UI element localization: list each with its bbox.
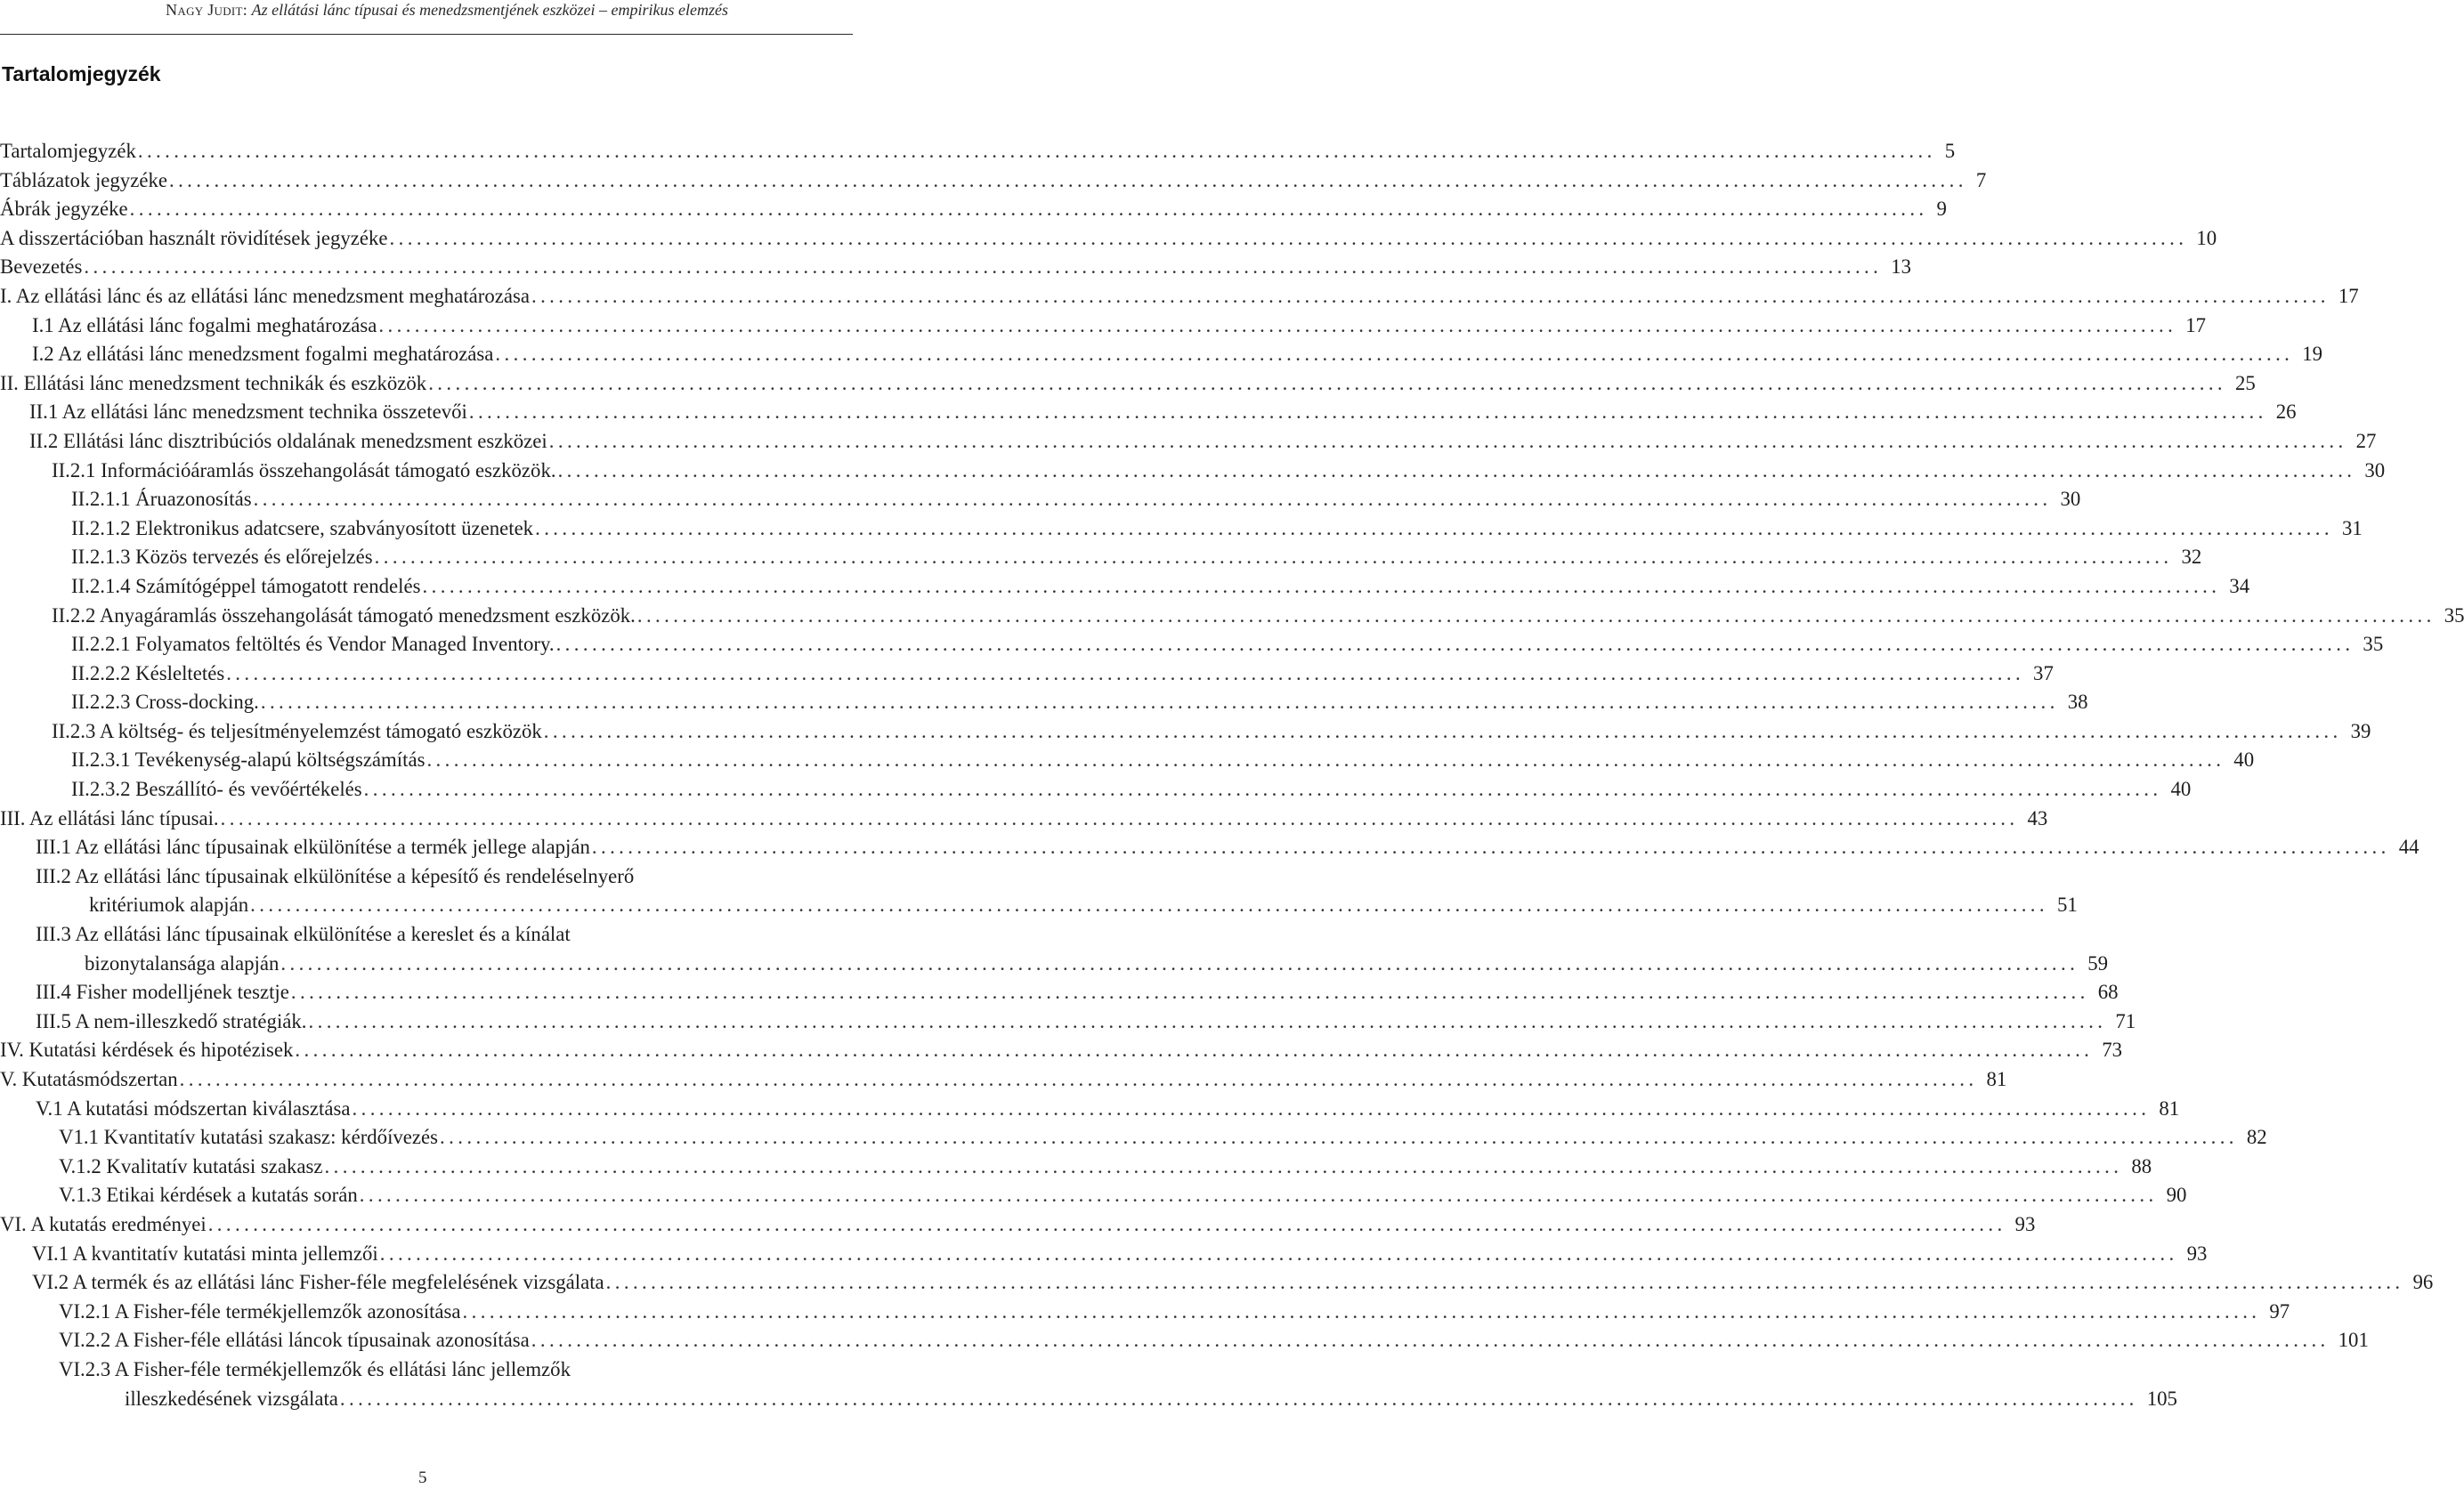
dot-leader: ........................................................................................................................................................................................................: [426, 748, 2225, 772]
dot-leader: ........................................................................................................................................................................................................: [428, 371, 2227, 394]
toc-entry[interactable]: [0, 398, 2297, 427]
dot-leader: ........................................................................................................................................................................................................: [207, 1212, 2006, 1235]
toc-entry[interactable]: [0, 224, 2217, 254]
dot-leader: ........................................................................................................................................................................................................: [543, 719, 2342, 742]
toc-entry-label: VI.2.3 A Fisher-féle termékjellemzők és ellátási lánc jellemzők: [59, 1357, 571, 1380]
toc-entry[interactable]: [0, 137, 1956, 166]
toc-entry-label: II.2.1.1 Áruazonosítás: [71, 488, 252, 511]
toc-entry-page: 82: [2246, 1126, 2267, 1149]
toc-entry-label: II.2.2 Anyagáramlás összehangolását támogató menedzsment eszközök.: [52, 603, 636, 627]
toc-entry-label: A disszertációban használt rövidítések jegyzéke: [0, 226, 388, 249]
toc-entry-page: 31: [2341, 516, 2363, 539]
toc-entry[interactable]: [0, 457, 2386, 486]
toc-entry-label: I. Az ellátási lánc és az ellátási lánc menedzsment meghatározása: [0, 284, 530, 307]
toc-entry[interactable]: [0, 978, 2119, 1007]
dot-leader: ........................................................................................................................................................................................................: [363, 778, 2162, 801]
toc-entry-page: 39: [2350, 719, 2371, 742]
toc-entry-page: 26: [2275, 401, 2297, 424]
toc-entry-label: II.2.1.2 Elektronikus adatcsere, szabványosított üzenetek: [71, 516, 534, 539]
dot-leader: ........................................................................................................................................................................................................: [378, 313, 2177, 336]
toc-heading: Tartalomjegyzék: [2, 62, 161, 85]
toc-entry-label: III.2 Az ellátási lánc típusainak elkülönítése a képesítő és rendeléselnyerő: [36, 864, 635, 887]
dot-leader: ........................................................................................................................................................................................................: [168, 168, 1967, 191]
toc-entry-label: III.1 Az ellátási lánc típusainak elkülönítése a termék jellege alapján: [36, 836, 590, 859]
toc-entry-page: 73: [2102, 1039, 2123, 1062]
dot-leader: ........................................................................................................................................................................................................: [531, 284, 2330, 307]
toc-entry-label: VI.2.1 A Fisher-féle termékjellemzők azonosítása: [59, 1299, 461, 1323]
dot-leader: ........................................................................................................................................................................................................: [352, 1096, 2151, 1120]
toc-entry-label: V.1.2 Kvalitatív kutatási szakasz: [59, 1154, 323, 1177]
toc-entry[interactable]: [0, 1210, 2036, 1240]
toc-entry-page: 5: [1944, 140, 1956, 162]
dot-leader: ........................................................................................................................................................................................................: [548, 429, 2347, 452]
dot-leader: ........................................................................................................................................................................................................: [324, 1154, 2123, 1177]
toc-entry-label: I.1 Az ellátási lánc fogalmi meghatározása: [32, 313, 377, 336]
toc-entry-label: V.1.3 Etikai kérdések a kutatás során: [59, 1184, 358, 1207]
toc-entry-page: 43: [2027, 806, 2048, 829]
dot-leader: ........................................................................................................................................................................................................: [137, 140, 1936, 162]
toc-entry-page: 101: [2338, 1329, 2369, 1352]
toc-entry[interactable]: [0, 1298, 2290, 1327]
toc-entry-label: II.2.1.3 Közös tervezés és előrejelzés: [71, 546, 373, 569]
toc-entry-page: 59: [2087, 951, 2109, 975]
toc-entry-page: 68: [2097, 981, 2119, 1004]
running-header-text: [166, 1, 728, 20]
dot-leader: ........................................................................................................................................................................................................: [462, 1299, 2261, 1323]
toc-entry-label: II.2.2.2 Késleltetés: [71, 661, 225, 684]
toc-entry-page: 93: [2186, 1242, 2208, 1265]
dot-leader: ........................................................................................................................................................................................................: [220, 806, 2019, 829]
toc-entry[interactable]: [0, 717, 2371, 747]
toc-entry-label: Tartalomjegyzék: [0, 140, 136, 162]
toc-entry-page: 90: [2166, 1184, 2187, 1207]
toc-entry[interactable]: [0, 1326, 2369, 1355]
toc-entry-label: III.4 Fisher modelljének tesztje: [36, 981, 289, 1004]
toc-entry-page: 35: [2444, 603, 2464, 627]
toc-entry[interactable]: [0, 659, 2054, 689]
toc-entry-page: 19: [2302, 343, 2323, 366]
dot-leader: ........................................................................................................................................................................................................: [389, 226, 2188, 249]
toc-entry[interactable]: [0, 1268, 2434, 1298]
dot-leader: ........................................................................................................................................................................................................: [379, 1242, 2178, 1265]
toc-entry-page: 38: [2067, 691, 2088, 714]
toc-entry[interactable]: [0, 427, 2377, 457]
toc-entry-label: Táblázatok jegyzéke: [0, 168, 167, 191]
dot-leader: ........................................................................................................................................................................................................: [531, 1329, 2330, 1352]
toc-entry[interactable]: [0, 1181, 2187, 1210]
toc-entry[interactable]: [0, 1123, 2267, 1153]
toc-entry[interactable]: [0, 543, 2202, 572]
toc-entry-label: IV. Kutatási kérdések és hipotézisek: [0, 1039, 294, 1062]
toc-entry-page: 88: [2131, 1154, 2152, 1177]
toc-entry-page: 13: [1891, 255, 1912, 279]
toc-entry[interactable]: [0, 862, 2078, 920]
toc-entry-page: 30: [2060, 488, 2081, 511]
toc-entry-label: III.3 Az ellátási lánc típusainak elkülönítése a kereslet és a kínálat: [36, 923, 571, 946]
dot-leader: ........................................................................................................................................................................................................: [280, 951, 2079, 975]
toc-entry[interactable]: [0, 775, 2192, 805]
toc-entry[interactable]: [0, 688, 2088, 717]
toc-entry-page: 40: [2170, 778, 2192, 801]
dot-leader: ........................................................................................................................................................................................................: [636, 603, 2436, 627]
toc-entry-page: 17: [2185, 313, 2207, 336]
toc-entry-label: II.1 Az ellátási lánc menedzsment technika összetevői: [29, 401, 467, 424]
toc-entry[interactable]: [0, 340, 2323, 369]
dot-leader: ........................................................................................................................................................................................................: [179, 1068, 1978, 1090]
toc-entry-page: 32: [2181, 546, 2202, 569]
toc-entry[interactable]: [0, 805, 2048, 834]
toc-entry[interactable]: [0, 514, 2363, 544]
toc-entry-page: 30: [2364, 458, 2386, 481]
dot-leader: ........................................................................................................................................................................................................: [535, 516, 2333, 539]
table-of-contents: [0, 137, 2464, 1413]
toc-entry[interactable]: [0, 485, 2081, 514]
dot-leader: ........................................................................................................................................................................................................: [260, 691, 2059, 714]
toc-entry-page: 9: [1936, 198, 1947, 221]
toc-entry-page: 25: [2235, 371, 2256, 394]
toc-entry[interactable]: [0, 1095, 2180, 1124]
dot-leader: ........................................................................................................................................................................................................: [226, 661, 2025, 684]
toc-entry[interactable]: [0, 195, 1947, 224]
toc-entry-page: 71: [2115, 1009, 2136, 1032]
toc-entry-page: 44: [2398, 836, 2419, 859]
toc-entry[interactable]: [0, 1153, 2152, 1182]
dot-leader: ........................................................................................................................................................................................................: [440, 1126, 2238, 1149]
toc-entry-label: Bevezetés: [0, 255, 83, 279]
toc-entry-label: V.1 A kutatási módszertan kiválasztása: [36, 1096, 351, 1120]
dot-leader: ........................................................................................................................................................................................................: [422, 574, 2221, 597]
toc-entry[interactable]: [0, 1355, 2177, 1413]
toc-entry-page: 81: [2159, 1096, 2180, 1120]
toc-entry-label-continued: bizonytalansága alapján: [85, 951, 280, 975]
toc-entry-page: 51: [2057, 894, 2078, 917]
toc-entry-page: 40: [2233, 748, 2255, 772]
toc-entry[interactable]: [0, 166, 1987, 196]
dot-leader: ........................................................................................................................................................................................................: [591, 836, 2390, 859]
toc-entry[interactable]: [0, 602, 2464, 631]
dot-leader: ........................................................................................................................................................................................................: [129, 198, 1928, 221]
toc-entry-page: 27: [2355, 429, 2377, 452]
toc-entry-label: V1.1 Kvantitatív kutatási szakasz: kérdőívezés: [59, 1126, 439, 1149]
dot-leader: ........................................................................................................................................................................................................: [468, 401, 2267, 424]
toc-entry-page: 34: [2229, 574, 2250, 597]
toc-entry-label-continued: kritériumok alapján: [89, 894, 249, 917]
toc-entry[interactable]: [0, 920, 2109, 978]
toc-entry[interactable]: [0, 746, 2255, 775]
toc-entry[interactable]: [0, 572, 2250, 602]
dot-leader: ........................................................................................................................................................................................................: [555, 633, 2355, 656]
toc-entry-page: 37: [2033, 661, 2054, 684]
dot-leader: ........................................................................................................................................................................................................: [605, 1271, 2404, 1294]
toc-entry[interactable]: [0, 369, 2256, 399]
toc-entry-page: 10: [2196, 226, 2217, 249]
toc-entry-label: II.2 Ellátási lánc disztribúciós oldalának menedzsment eszközei: [29, 429, 547, 452]
dot-leader: ........................................................................................................................................................................................................: [250, 894, 2048, 917]
toc-entry[interactable]: [0, 630, 2384, 659]
header-title: Az ellátási lánc típusai és menedzsmentjének eszközei – empirikus elemzés: [251, 1, 728, 19]
toc-entry-label: III. Az ellátási lánc típusai.: [0, 806, 219, 829]
toc-entry[interactable]: [0, 1240, 2208, 1269]
toc-entry-label: II. Ellátási lánc menedzsment technikák és eszközök: [0, 371, 427, 394]
toc-entry-label: I.2 Az ellátási lánc menedzsment fogalmi meghatározása: [32, 343, 494, 366]
toc-entry-page: 17: [2338, 284, 2359, 307]
toc-entry[interactable]: [0, 253, 1912, 282]
dot-leader: ........................................................................................................................................................................................................: [308, 1009, 2107, 1032]
toc-entry-page: 81: [1986, 1068, 2007, 1090]
toc-entry-label: VI.2 A termék és az ellátási lánc Fisher-féle megfelelésének vizsgálata: [32, 1271, 604, 1294]
toc-entry-page: 97: [2269, 1299, 2290, 1323]
toc-entry-label: VI.2.2 A Fisher-féle ellátási láncok típusainak azonosítása: [59, 1329, 530, 1352]
toc-entry-label: II.2.3 A költség- és teljesítményelemzést támogató eszközök: [52, 719, 542, 742]
toc-entry-label: II.2.2.1 Folyamatos feltöltés és Vendor Managed Inventory.: [71, 633, 555, 656]
toc-entry[interactable]: [0, 1036, 2123, 1065]
running-header: [0, 0, 853, 35]
toc-entry[interactable]: [0, 312, 2207, 341]
toc-entry-label: VI.1 A kvantitatív kutatási minta jellemzői: [32, 1242, 378, 1265]
dot-leader: ........................................................................................................................................................................................................: [495, 343, 2294, 366]
toc-entry-label: II.2.1.4 Számítógéppel támogatott rendelés: [71, 574, 421, 597]
toc-entry-label: III.5 A nem-illeszkedő stratégiák.: [36, 1009, 307, 1032]
header-author: Nagy Judit:: [166, 1, 248, 19]
toc-entry-label: II.2.3.1 Tevékenység-alapú költségszámítás: [71, 748, 426, 772]
toc-entry-label: II.2.1 Információáramlás összehangolását támogató eszközök.: [52, 458, 556, 481]
toc-entry[interactable]: [0, 282, 2359, 312]
dot-leader: ........................................................................................................................................................................................................: [359, 1184, 2158, 1207]
toc-entry[interactable]: [0, 1065, 2007, 1095]
toc-entry[interactable]: [0, 1007, 2136, 1037]
toc-entry-label: V. Kutatásmódszertan: [0, 1068, 178, 1090]
toc-entry-label: VI. A kutatás eredményei: [0, 1212, 207, 1235]
toc-entry-page: 93: [2014, 1212, 2036, 1235]
page-number: 5: [418, 1469, 427, 1487]
dot-leader: ........................................................................................................................................................................................................: [253, 488, 2052, 511]
dot-leader: ........................................................................................................................................................................................................: [295, 1039, 2094, 1062]
dot-leader: ........................................................................................................................................................................................................: [84, 255, 1883, 279]
toc-entry-page: 7: [1975, 168, 1987, 191]
dot-leader: ........................................................................................................................................................................................................: [290, 981, 2089, 1004]
toc-entry-page: 105: [2146, 1387, 2177, 1410]
toc-entry-label-continued: illeszkedésének vizsgálata: [125, 1387, 338, 1410]
toc-entry-label: II.2.3.2 Beszállító- és vevőértékelés: [71, 778, 362, 801]
dot-leader: ........................................................................................................................................................................................................: [557, 458, 2356, 481]
toc-entry-label: II.2.2.3 Cross-docking.: [71, 691, 259, 714]
dot-leader: ........................................................................................................................................................................................................: [339, 1387, 2138, 1410]
toc-entry-label: Ábrák jegyzéke: [0, 198, 128, 221]
toc-entry-page: 35: [2363, 633, 2384, 656]
toc-entry[interactable]: [0, 833, 2419, 862]
toc-entry-page: 96: [2412, 1271, 2434, 1294]
dot-leader: ........................................................................................................................................................................................................: [374, 546, 2173, 569]
